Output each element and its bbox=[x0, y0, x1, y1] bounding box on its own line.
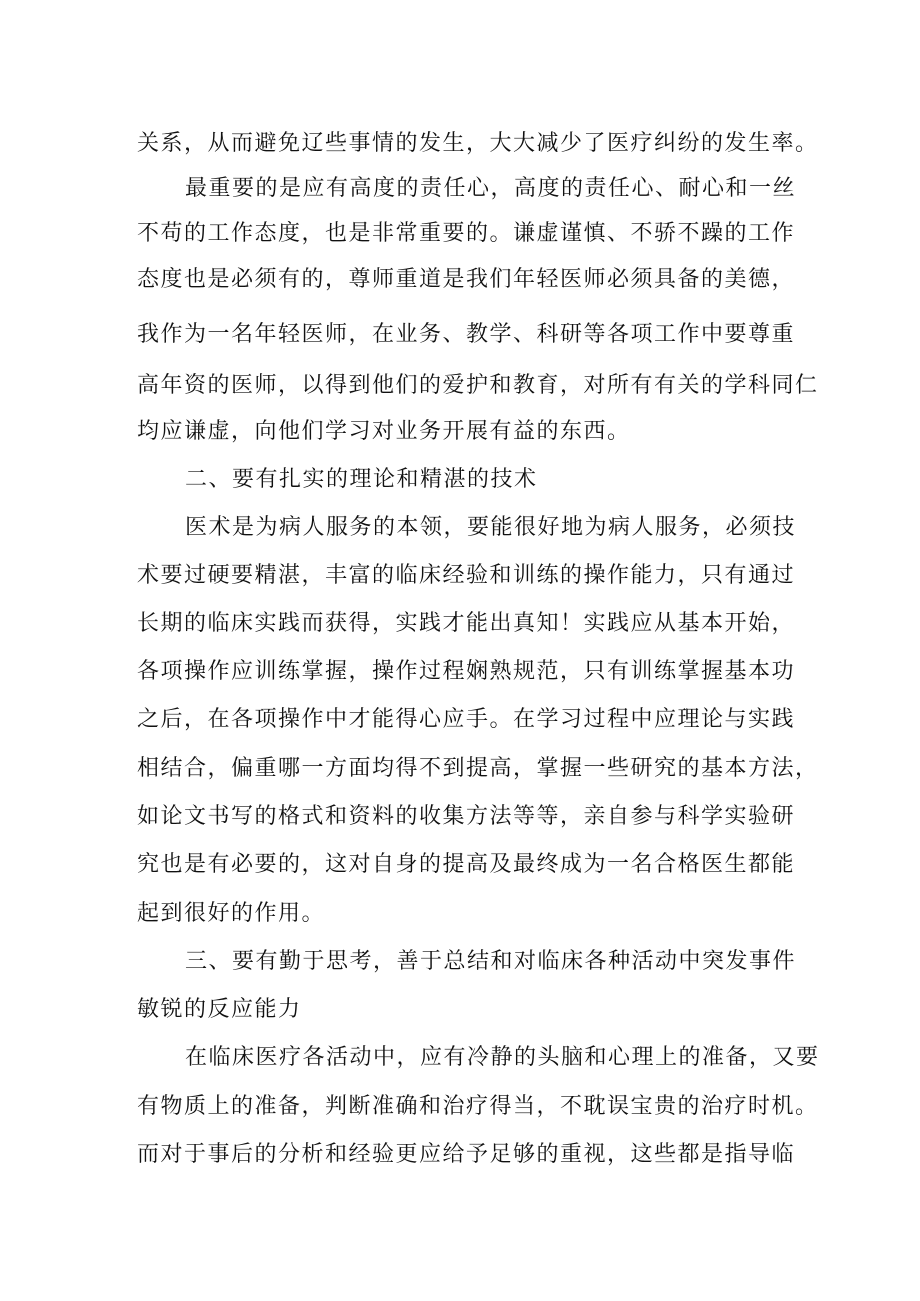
section-heading-continuation: 敏锐的反应能力 bbox=[137, 997, 302, 1022]
text-line: 各项操作应训练掌握，操作过程娴熟规范，只有训练掌握基本功 bbox=[137, 659, 796, 684]
text-line: 之后，在各项操作中才能得心应手。在学习过程中应理论与实践 bbox=[137, 707, 796, 732]
text-line: 术要过硬要精湛，丰富的临床经验和训练的操作能力，只有通过 bbox=[137, 563, 796, 588]
text-line: 我作为一名年轻医师，在业务、教学、科研等各项工作中要尊重 bbox=[137, 322, 796, 347]
text-line: 有物质上的准备，判断准确和治疗得当，不耽误宝贵的治疗时机。 bbox=[137, 1094, 819, 1119]
text-line: 究也是有必要的，这对自身的提高及最终成为一名合格医生都能 bbox=[137, 852, 796, 877]
text-line: 态度也是必须有的，尊师重道是我们年轻医师必须具备的美德， bbox=[137, 267, 796, 292]
text-line: 关系，从而避免辽些事情的发生，大大减少了医疗纠纷的发生率。 bbox=[137, 131, 819, 156]
paragraph-start-line: 在临床医疗各活动中，应有冷静的头脑和心理上的准备，又要 bbox=[185, 1045, 820, 1070]
text-line: 不苟的工作态度，也是非常重要的。谦虚谨慎、不骄不躁的工作 bbox=[137, 221, 796, 246]
paragraph-start-line: 最重要的是应有高度的责任心，高度的责任心、耐心和一丝 bbox=[185, 176, 797, 201]
text-line: 均应谦虚，向他们学习对业务开展有益的东西。 bbox=[137, 419, 631, 444]
section-heading: 三、要有勤于思考，善于总结和对临床各种活动中突发事件 bbox=[185, 949, 797, 974]
text-line: 长期的临床实践而获得，实践才能出真知！实践应从基本开始， bbox=[137, 611, 796, 636]
section-heading: 二、要有扎实的理论和精湛的技术 bbox=[185, 467, 538, 492]
text-line: 而对于事后的分析和经验更应给予足够的重视，这些都是指导临 bbox=[137, 1142, 796, 1167]
text-line: 相结合，偏重哪一方面均得不到提高，掌握一些研究的基本方法， bbox=[137, 756, 819, 781]
text-line: 高年资的医师，以得到他们的爱护和教育，对所有有关的学科同仁 bbox=[137, 373, 819, 398]
text-line: 起到很好的作用。 bbox=[137, 901, 326, 926]
paragraph-start-line: 医术是为病人服务的本领，要能很好地为病人服务，必须技 bbox=[185, 515, 797, 540]
text-line: 如论文书写的格式和资料的收集方法等等，亲自参与科学实验研 bbox=[137, 804, 796, 829]
